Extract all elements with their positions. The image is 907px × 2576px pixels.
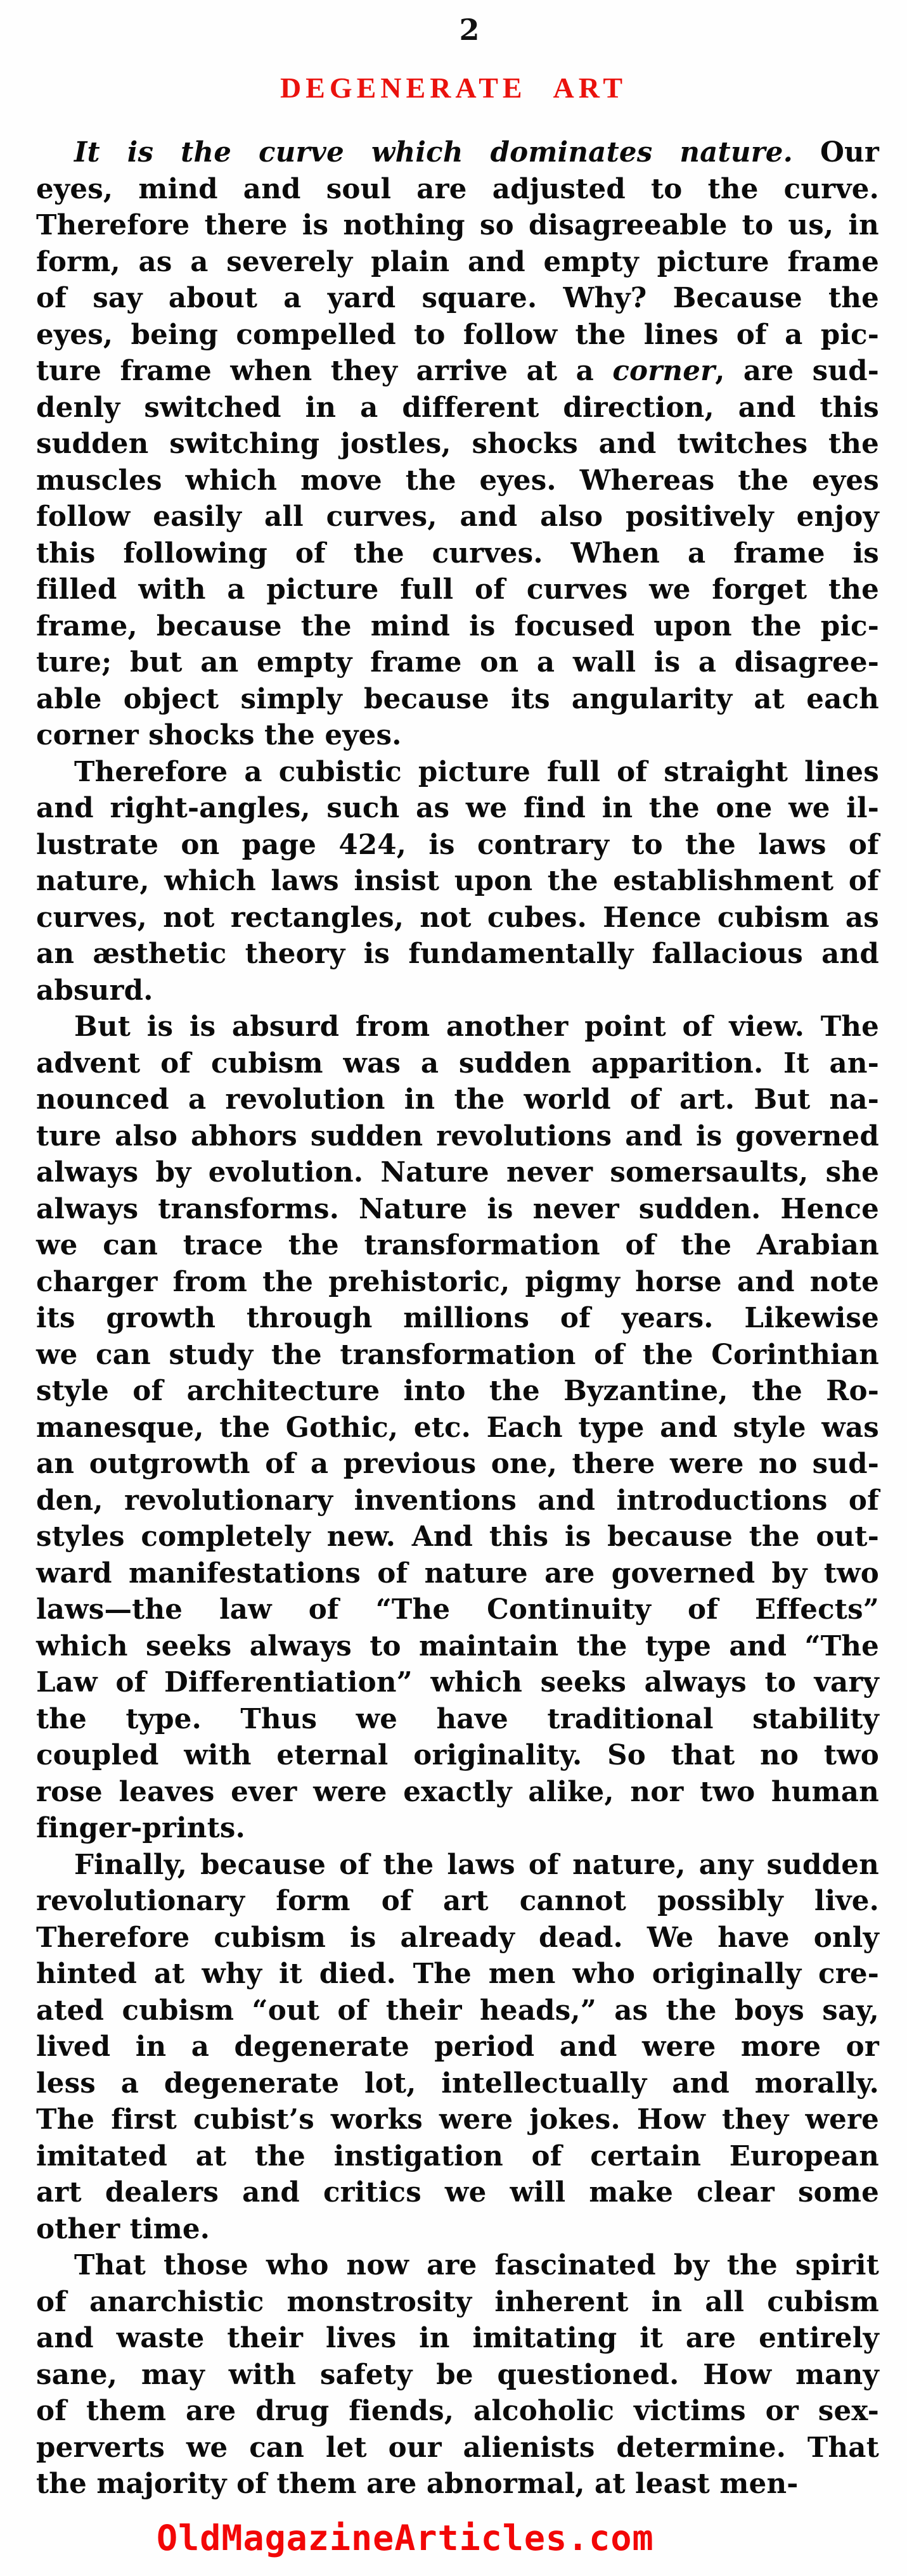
article-body — [36, 134, 879, 2503]
text-line: That those who now are fascinated by the spirit — [74, 2249, 879, 2281]
italic-text: It is the curve which dominates nature. — [74, 136, 794, 169]
text-line: sudden switching jostles, shocks and twitches the — [36, 428, 879, 460]
text-line: manesque, the Gothic, etc. Each type and style was — [36, 1411, 879, 1444]
text-line: which seeks always to maintain the type and “The — [36, 1629, 879, 1662]
text-line: art dealers and critics we will make clear some — [36, 2176, 879, 2209]
text-line: always transforms. Nature is never sudden. Hence — [36, 1192, 879, 1225]
text-line: the majority of them are abnormal, at least men- — [36, 2468, 799, 2500]
paragraph — [36, 754, 879, 1009]
text-line: muscles which move the eyes. Whereas the eyes — [36, 464, 879, 497]
text-line: able object simply because its angularity at each — [36, 682, 879, 715]
text-line: form, as a severely plain and empty picture frame — [36, 245, 879, 278]
text-line: finger-prints. — [36, 1812, 245, 1844]
text-line: ated cubism “out of their heads,” as the boys say, — [36, 1994, 879, 2027]
text-line: this following of the curves. When a frame is — [36, 537, 879, 570]
text-line: other time. — [36, 2212, 210, 2245]
text-line: style of architecture into the Byzantine, the Ro- — [36, 1375, 879, 1407]
text-line: follow easily all curves, and also positively enjoy — [36, 501, 879, 533]
regular-text: ture frame when they arrive at a — [36, 355, 613, 387]
text-line: revolutionary form of art cannot possibly live. — [36, 1885, 879, 1917]
text-line: styles completely new. And this is because the out- — [36, 1521, 879, 1553]
paragraph — [36, 2247, 879, 2503]
text-line: Therefore a cubistic picture full of straight lines — [74, 755, 879, 788]
text-line: less a degenerate lot, intellectually and morally. — [36, 2067, 879, 2100]
text-line: lived in a degenerate period and were more or — [36, 2031, 879, 2063]
text-line: of anarchistic monstrosity inherent in all cubism — [36, 2285, 879, 2318]
text-line: frame, because the mind is focused upon the pic- — [36, 609, 879, 642]
text-line: absurd. — [36, 974, 153, 1007]
text-line: Finally, because of the laws of nature, any sudden — [74, 1848, 879, 1881]
text-line: The first cubist’s works were jokes. How they were — [36, 2103, 879, 2136]
text-line: Law of Differentiation” which seeks always to vary — [36, 1666, 879, 1699]
text-line: always by evolution. Nature never somersaults, she — [36, 1156, 879, 1189]
italic-text: corner — [612, 355, 716, 387]
site-watermark: OldMagazineArticles.com — [157, 2518, 654, 2558]
text-line: and waste their lives in imitating it are entirely — [36, 2322, 879, 2354]
paragraph — [36, 1847, 879, 2248]
text-line: perverts we can let our alienists determine. That — [36, 2431, 879, 2464]
text-line: corner shocks the eyes. — [36, 719, 402, 751]
text-line: imitated at the instigation of certain European — [36, 2139, 879, 2172]
text-line: nature, which laws insist upon the establishment of — [36, 865, 879, 897]
text-line: Therefore there is nothing so disagreeable to us, in — [36, 209, 879, 241]
text-line: of say about a yard square. Why? Because the — [36, 282, 879, 314]
text-line: we can trace the transformation of the Arabian — [36, 1229, 879, 1261]
paragraph — [36, 1009, 879, 1847]
text-line — [36, 353, 879, 390]
text-line: of them are drug fiends, alcoholic victims or sex- — [36, 2395, 879, 2427]
text-line: nounced a revolution in the world of art. But na- — [36, 1083, 879, 1116]
text-line: But is is absurd from another point of view. The — [74, 1011, 879, 1043]
paragraph — [36, 134, 879, 754]
text-line: its growth through millions of years. Likewise — [36, 1302, 879, 1334]
text-line: and right-angles, such as we find in the one we il- — [36, 792, 879, 824]
page-number: 2 — [459, 13, 480, 47]
text-line: an æsthetic theory is fundamentally fallacious and — [36, 938, 879, 970]
text-line: charger from the prehistoric, pigmy horse and note — [36, 1265, 879, 1298]
text-line: advent of cubism was a sudden apparition. It an- — [36, 1047, 879, 1080]
text-line: an outgrowth of a previous one, there were no sud- — [36, 1448, 879, 1480]
regular-text: , are sud- — [715, 355, 879, 387]
text-line: hinted at why it died. The men who originally cre- — [36, 1958, 879, 1990]
text-line: eyes, mind and soul are adjusted to the curve. — [36, 172, 879, 205]
text-line: rose leaves ever were exactly alike, nor two human — [36, 1775, 879, 1808]
text-line: ture also abhors sudden revolutions and is governed — [36, 1119, 879, 1152]
text-line: ture; but an empty frame on a wall is a disagree- — [36, 646, 879, 679]
text-line: curves, not rectangles, not cubes. Hence cubism as — [36, 901, 879, 934]
text-line: laws—the law of “The Continuity of Effects” — [36, 1593, 879, 1626]
text-line: the type. Thus we have traditional stability — [36, 1702, 879, 1735]
text-line: sane, may with safety be questioned. How many — [36, 2358, 879, 2391]
text-line: lustrate on page 424, is contrary to the laws of — [36, 828, 879, 861]
article-title: DEGENERATE ART — [280, 72, 627, 104]
regular-text: Our — [793, 136, 879, 169]
text-line: denly switched in a different direction, and this — [36, 391, 879, 424]
text-line — [36, 134, 879, 171]
text-line: Therefore cubism is already dead. We have only — [36, 1921, 879, 1954]
text-line: filled with a picture full of curves we forget the — [36, 573, 879, 606]
text-line: coupled with eternal originality. So that no two — [36, 1739, 879, 1771]
text-line: we can study the transformation of the Corinthian — [36, 1338, 879, 1371]
text-line: den, revolutionary inventions and introductions of — [36, 1484, 879, 1517]
text-line: ward manifestations of nature are governed by two — [36, 1557, 879, 1590]
text-line: eyes, being compelled to follow the lines of a pic- — [36, 318, 879, 351]
